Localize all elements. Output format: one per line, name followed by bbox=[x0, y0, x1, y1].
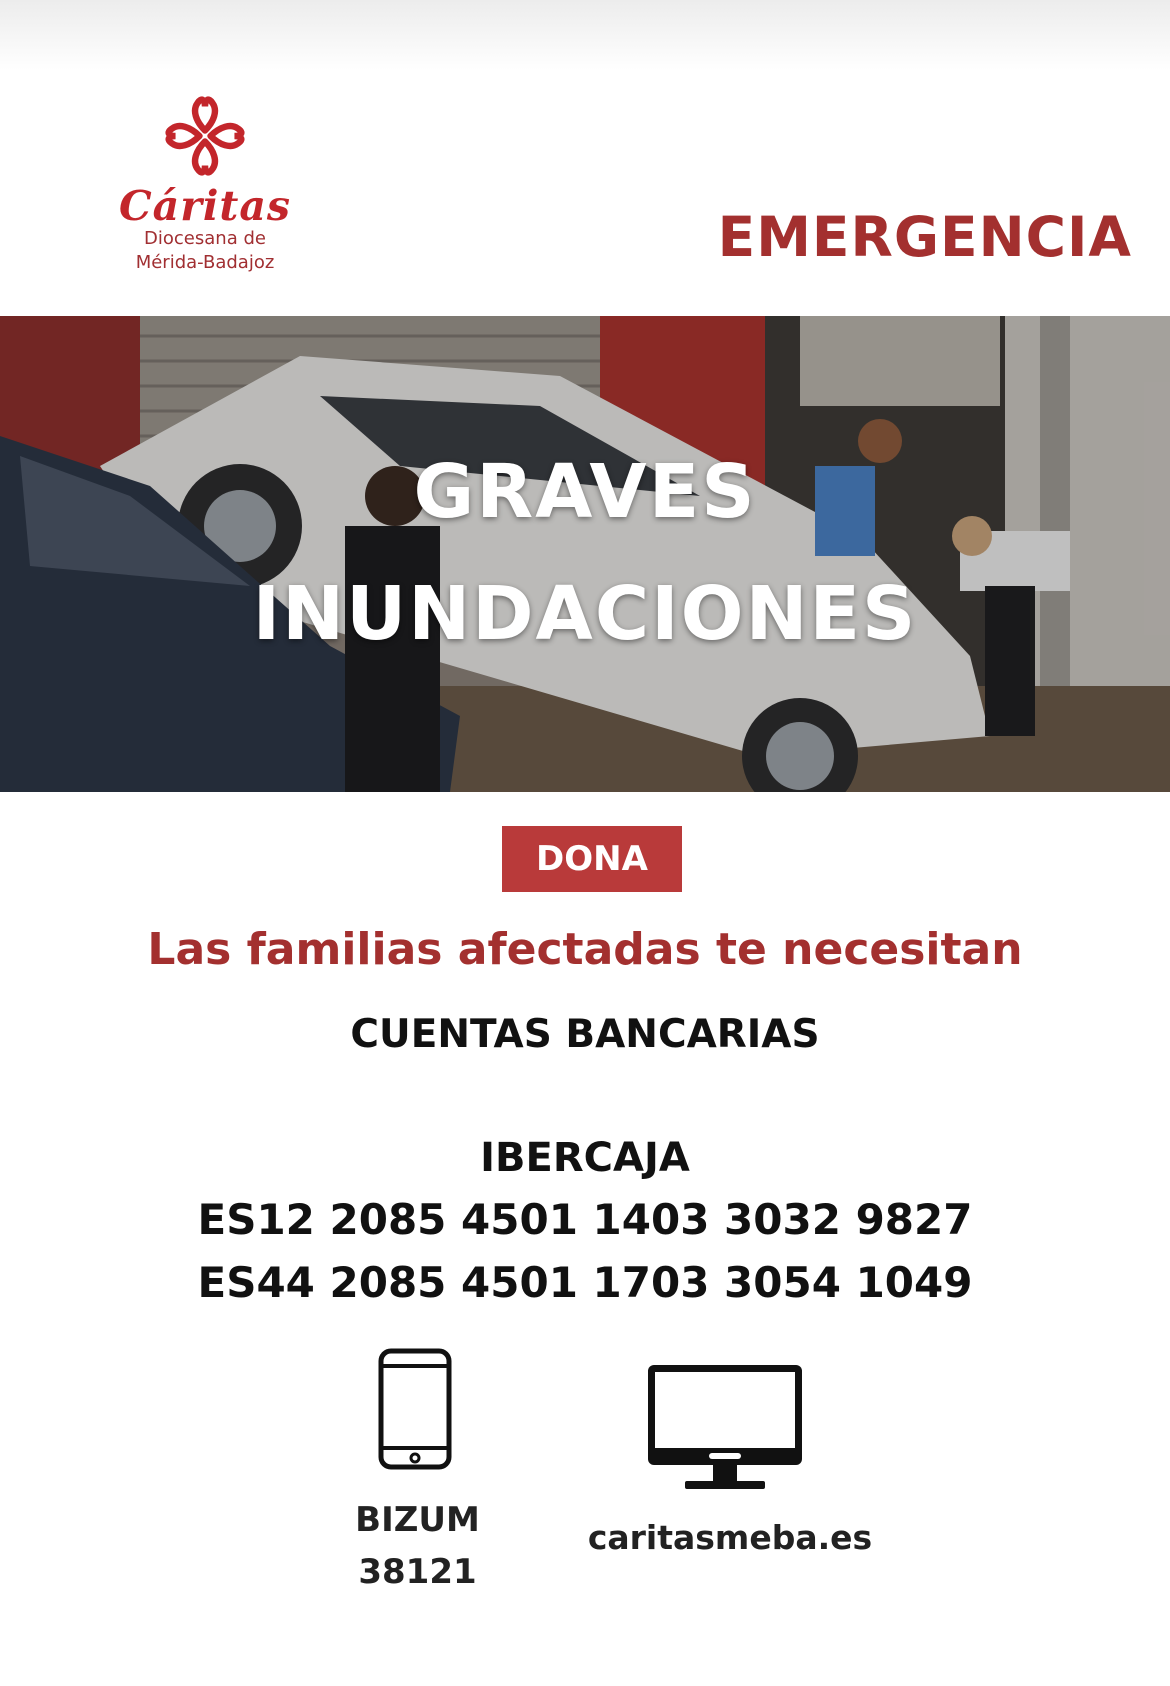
headline-line1: GRAVES bbox=[413, 449, 757, 535]
photo-shade bbox=[0, 316, 1170, 792]
caritas-logo bbox=[100, 90, 310, 290]
tagline: Las familias afectadas te necesitan bbox=[147, 924, 1023, 975]
logo-subtitle-line2: Mérida-Badajoz bbox=[135, 252, 275, 273]
headline-line2: INUNDACIONES bbox=[252, 571, 918, 657]
iban-2[interactable]: ES44 2085 4501 1703 3054 1049 bbox=[197, 1258, 973, 1307]
website-link[interactable]: caritasmeba.es bbox=[587, 1518, 873, 1557]
flood-photo bbox=[0, 316, 1170, 792]
donate-button[interactable]: DONA bbox=[502, 826, 682, 892]
caritas-cross-logo-icon bbox=[158, 90, 252, 182]
logo-subtitle-line1: Diocesana de bbox=[144, 228, 266, 249]
bizum-code[interactable]: 38121 bbox=[358, 1552, 477, 1592]
monitor-icon bbox=[645, 1362, 805, 1497]
top-fade bbox=[0, 0, 1170, 70]
bank-name: IBERCAJA bbox=[480, 1135, 690, 1181]
bizum-label: BIZUM bbox=[355, 1500, 480, 1540]
bank-accounts-title: CUENTAS BANCARIAS bbox=[350, 1012, 820, 1057]
iban-1[interactable]: ES12 2085 4501 1403 3032 9827 bbox=[197, 1195, 973, 1244]
logo-wordmark: Cáritas bbox=[119, 182, 291, 230]
smartphone-icon bbox=[378, 1348, 452, 1475]
emergency-label: EMERGENCIA bbox=[717, 205, 1132, 269]
